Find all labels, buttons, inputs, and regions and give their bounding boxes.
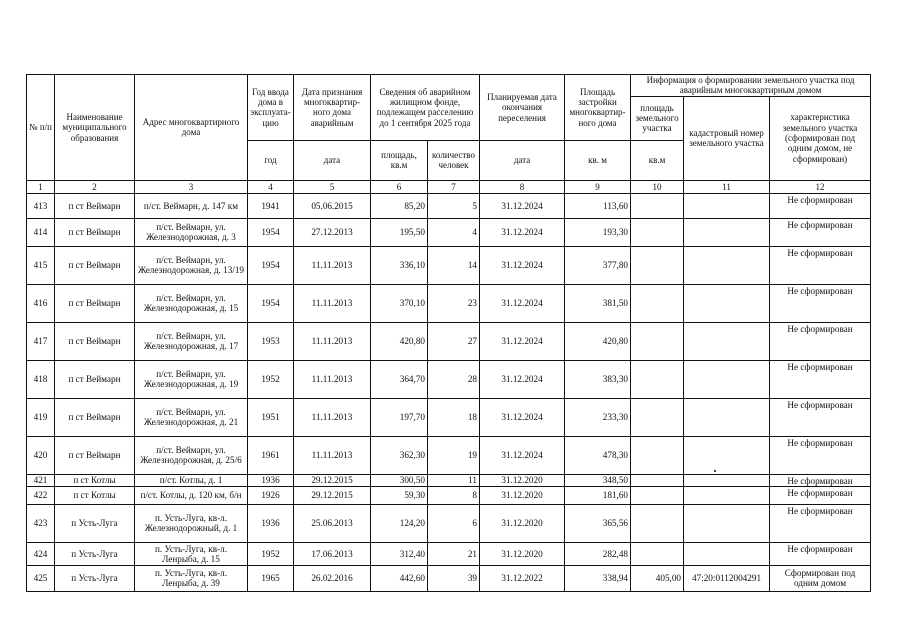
header-characteristic: характеристика земельного участка (сформирован под одним домом, не сформирован) [770, 96, 871, 180]
recognition-date-cell: 11.11.2013 [294, 360, 371, 398]
table-row [27, 474, 871, 486]
year-cell: 1961 [248, 436, 294, 474]
characteristic-cell: Не сформирован [770, 436, 871, 474]
table-row [27, 360, 871, 398]
people-cell: 11 [428, 474, 480, 486]
area-cell: 195,50 [371, 218, 428, 246]
build-area-cell: 348,50 [565, 474, 631, 486]
header-build-area: Площадь застройки многоквартир-ного дома [565, 75, 631, 141]
municipality-cell: п ст Веймарн [55, 284, 135, 322]
unit-year: год [248, 140, 294, 180]
year-cell: 1951 [248, 398, 294, 436]
people-cell: 6 [428, 504, 480, 542]
row-number: 421 [27, 474, 55, 486]
land-area-cell [631, 246, 684, 284]
build-area-cell: 193,30 [565, 218, 631, 246]
col-number: 2 [55, 180, 135, 193]
col-number: 7 [428, 180, 480, 193]
year-cell: 1952 [248, 360, 294, 398]
year-cell: 1954 [248, 246, 294, 284]
address-cell: п/ст. Веймарн, ул. Железнодорожная, д. 3 [135, 218, 248, 246]
planned-date-cell: 31.12.2024 [480, 398, 565, 436]
municipality-cell: п ст Веймарн [55, 193, 135, 218]
col-number: 9 [565, 180, 631, 193]
row-number: 414 [27, 218, 55, 246]
planned-date-cell: 31.12.2020 [480, 486, 565, 504]
cadastral-cell [684, 398, 770, 436]
row-number: 413 [27, 193, 55, 218]
municipality-cell: п ст Веймарн [55, 246, 135, 284]
row-number: 416 [27, 284, 55, 322]
municipality-cell: п ст Котлы [55, 474, 135, 486]
col-number: 3 [135, 180, 248, 193]
year-cell: 1965 [248, 565, 294, 591]
year-cell: 1954 [248, 218, 294, 246]
address-cell: п. Усть-Луга, кв-л. Ленрыба, д. 15 [135, 542, 248, 565]
area-cell: 312,40 [371, 542, 428, 565]
municipality-cell: п Усть-Луга [55, 565, 135, 591]
area-cell: 442,60 [371, 565, 428, 591]
header-address: Адрес многоквартирного дома [135, 75, 248, 181]
municipality-cell: п ст Котлы [55, 486, 135, 504]
header-cadastral: кадастровый номер земельного участка [684, 96, 770, 180]
row-number: 418 [27, 360, 55, 398]
characteristic-cell: Не сформирован [770, 504, 871, 542]
unit-people: количество человек [428, 140, 480, 180]
area-cell: 124,20 [371, 504, 428, 542]
land-area-cell [631, 474, 684, 486]
address-cell: п/ст. Веймарн, ул. Железнодорожная, д. 15 [135, 284, 248, 322]
area-cell: 336,10 [371, 246, 428, 284]
planned-date-cell: 31.12.2022 [480, 565, 565, 591]
table-row [27, 565, 871, 591]
cadastral-cell [684, 474, 770, 486]
col-number: 5 [294, 180, 371, 193]
land-area-cell [631, 486, 684, 504]
unit-sqm-land: кв.м [631, 140, 684, 180]
build-area-cell: 282,48 [565, 542, 631, 565]
address-cell: п/ст. Веймарн, ул. Железнодорожная, д. 13/19 [135, 246, 248, 284]
row-number: 424 [27, 542, 55, 565]
people-cell: 8 [428, 486, 480, 504]
area-cell: 85,20 [371, 193, 428, 218]
area-cell: 364,70 [371, 360, 428, 398]
address-cell: п. Усть-Луга, кв-л. Железнодорожный, д. 1 [135, 504, 248, 542]
people-cell: 28 [428, 360, 480, 398]
address-cell: п/ст. Веймарн, ул. Железнодорожная, д. 21 [135, 398, 248, 436]
planned-date-cell: 31.12.2024 [480, 246, 565, 284]
table-row [27, 246, 871, 284]
table-row [27, 218, 871, 246]
recognition-date-cell: 11.11.2013 [294, 284, 371, 322]
table-body [27, 193, 871, 591]
build-area-cell: 377,80 [565, 246, 631, 284]
cadastral-cell: 47:20:0112004291 [684, 565, 770, 591]
col-number: 10 [631, 180, 684, 193]
people-cell: 27 [428, 322, 480, 360]
table-row [27, 398, 871, 436]
planned-date-cell: 31.12.2020 [480, 504, 565, 542]
address-cell: п. Усть-Луга, кв-л. Ленрыба, д. 39 [135, 565, 248, 591]
recognition-date-cell: 11.11.2013 [294, 322, 371, 360]
characteristic-cell: Не сформирован [770, 542, 871, 565]
unit-sqm: кв. м [565, 140, 631, 180]
cadastral-cell [684, 542, 770, 565]
recognition-date-cell: 26.02.2016 [294, 565, 371, 591]
land-area-cell [631, 504, 684, 542]
header-land-info: Информация о формировании земельного участка под аварийным многоквартирным домом [631, 75, 871, 97]
row-number: 420 [27, 436, 55, 474]
land-area-cell [631, 218, 684, 246]
municipality-cell: п Усть-Луга [55, 542, 135, 565]
build-area-cell: 365,56 [565, 504, 631, 542]
header-fund: Сведения об аварийном жилищном фонде, подлежащем расселению до 1 сентября 2025 года [371, 75, 480, 141]
area-cell: 59,30 [371, 486, 428, 504]
year-cell: 1936 [248, 504, 294, 542]
characteristic-cell: Не сформирован [770, 218, 871, 246]
people-cell: 19 [428, 436, 480, 474]
row-number: 419 [27, 398, 55, 436]
recognition-date-cell: 29.12.2015 [294, 474, 371, 486]
characteristic-cell: Сформирован под одним домом [770, 565, 871, 591]
planned-date-cell: 31.12.2024 [480, 284, 565, 322]
cadastral-cell [684, 486, 770, 504]
municipality-cell: п Усть-Луга [55, 504, 135, 542]
build-area-cell: 338,94 [565, 565, 631, 591]
planned-date-cell: 31.12.2020 [480, 474, 565, 486]
address-cell: п/ст. Котлы, д. 1 [135, 474, 248, 486]
planned-date-cell: 31.12.2024 [480, 436, 565, 474]
year-cell: 1936 [248, 474, 294, 486]
year-cell: 1941 [248, 193, 294, 218]
header-municipality: Наименование муниципального образования [55, 75, 135, 181]
header-year: Год ввода дома в эксплуата-цию [248, 75, 294, 141]
characteristic-cell: Не сформирован [770, 398, 871, 436]
address-cell: п/ст. Веймарн, д. 147 км [135, 193, 248, 218]
people-cell: 39 [428, 565, 480, 591]
characteristic-cell: Не сформирован [770, 322, 871, 360]
land-area-cell [631, 398, 684, 436]
address-cell: п/ст. Веймарн, ул. Железнодорожная, д. 19 [135, 360, 248, 398]
municipality-cell: п ст Веймарн [55, 436, 135, 474]
row-number: 417 [27, 322, 55, 360]
year-cell: 1952 [248, 542, 294, 565]
cadastral-cell [684, 436, 770, 474]
header-no: № п/п [27, 75, 55, 181]
col-number: 11 [684, 180, 770, 193]
people-cell: 4 [428, 218, 480, 246]
cadastral-cell [684, 246, 770, 284]
municipality-cell: п ст Веймарн [55, 360, 135, 398]
build-area-cell: 233,30 [565, 398, 631, 436]
land-area-cell [631, 322, 684, 360]
characteristic-cell: Не сформирован [770, 486, 871, 504]
build-area-cell: 181,60 [565, 486, 631, 504]
unit-date-planned: дата [480, 140, 565, 180]
municipality-cell: п ст Веймарн [55, 218, 135, 246]
land-area-cell: 405,00 [631, 565, 684, 591]
column-numbers-row [27, 180, 871, 193]
year-cell: 1953 [248, 322, 294, 360]
row-number: 422 [27, 486, 55, 504]
cadastral-cell [684, 218, 770, 246]
planned-date-cell: 31.12.2020 [480, 542, 565, 565]
build-area-cell: 478,30 [565, 436, 631, 474]
planned-date-cell: 31.12.2024 [480, 322, 565, 360]
recognition-date-cell: 27.12.2013 [294, 218, 371, 246]
col-number: 12 [770, 180, 871, 193]
recognition-date-cell: 11.11.2013 [294, 398, 371, 436]
col-number: 4 [248, 180, 294, 193]
people-cell: 18 [428, 398, 480, 436]
table-row [27, 436, 871, 474]
recognition-date-cell: 25.06.2013 [294, 504, 371, 542]
address-cell: п/ст. Веймарн, ул. Железнодорожная, д. 17 [135, 322, 248, 360]
cadastral-cell [684, 360, 770, 398]
area-cell: 197,70 [371, 398, 428, 436]
table-row [27, 542, 871, 565]
characteristic-cell: Не сформирован [770, 474, 871, 486]
year-cell: 1926 [248, 486, 294, 504]
cadastral-cell [684, 193, 770, 218]
land-area-cell [631, 193, 684, 218]
people-cell: 5 [428, 193, 480, 218]
table-row [27, 486, 871, 504]
recognition-date-cell: 29.12.2015 [294, 486, 371, 504]
land-area-cell [631, 436, 684, 474]
row-number: 415 [27, 246, 55, 284]
municipality-cell: п ст Веймарн [55, 322, 135, 360]
municipality-cell: п ст Веймарн [55, 398, 135, 436]
address-cell: п/ст. Веймарн, ул. Железнодорожная, д. 25/6 [135, 436, 248, 474]
build-area-cell: 420,80 [565, 322, 631, 360]
row-number: 425 [27, 565, 55, 591]
land-area-cell [631, 284, 684, 322]
address-cell: п/ст. Котлы, д. 120 км, б/н [135, 486, 248, 504]
people-cell: 14 [428, 246, 480, 284]
col-number: 6 [371, 180, 428, 193]
year-cell: 1954 [248, 284, 294, 322]
recognition-date-cell: 05.06.2015 [294, 193, 371, 218]
col-number: 8 [480, 180, 565, 193]
characteristic-cell: Не сформирован [770, 193, 871, 218]
build-area-cell: 113,60 [565, 193, 631, 218]
table-row [27, 284, 871, 322]
header-recognition: Дата признания многоквартир-ного дома аварийным [294, 75, 371, 141]
table-row [27, 322, 871, 360]
header-planned: Планируемая дата окончания переселения [480, 75, 565, 141]
planned-date-cell: 31.12.2024 [480, 360, 565, 398]
characteristic-cell: Не сформирован [770, 284, 871, 322]
land-area-cell [631, 360, 684, 398]
area-cell: 370,10 [371, 284, 428, 322]
area-cell: 420,80 [371, 322, 428, 360]
build-area-cell: 383,30 [565, 360, 631, 398]
table-row [27, 504, 871, 542]
area-cell: 300,50 [371, 474, 428, 486]
recognition-date-cell: 17.06.2013 [294, 542, 371, 565]
characteristic-cell: Не сформирован [770, 246, 871, 284]
build-area-cell: 381,50 [565, 284, 631, 322]
row-number: 423 [27, 504, 55, 542]
unit-area: площадь, кв.м [371, 140, 428, 180]
land-area-cell [631, 542, 684, 565]
recognition-date-cell: 11.11.2013 [294, 436, 371, 474]
planned-date-cell: 31.12.2024 [480, 193, 565, 218]
unit-date: дата [294, 140, 371, 180]
header-land-area: площадь земельного участка [631, 96, 684, 140]
planned-date-cell: 31.12.2024 [480, 218, 565, 246]
table-row [27, 193, 871, 218]
characteristic-cell: Не сформирован [770, 360, 871, 398]
people-cell: 23 [428, 284, 480, 322]
cadastral-cell [684, 504, 770, 542]
col-number: 1 [27, 180, 55, 193]
recognition-date-cell: 11.11.2013 [294, 246, 371, 284]
cadastral-cell [684, 284, 770, 322]
people-cell: 21 [428, 542, 480, 565]
cadastral-cell [684, 322, 770, 360]
housing-table [26, 74, 871, 592]
scan-dot [714, 470, 716, 472]
area-cell: 362,30 [371, 436, 428, 474]
